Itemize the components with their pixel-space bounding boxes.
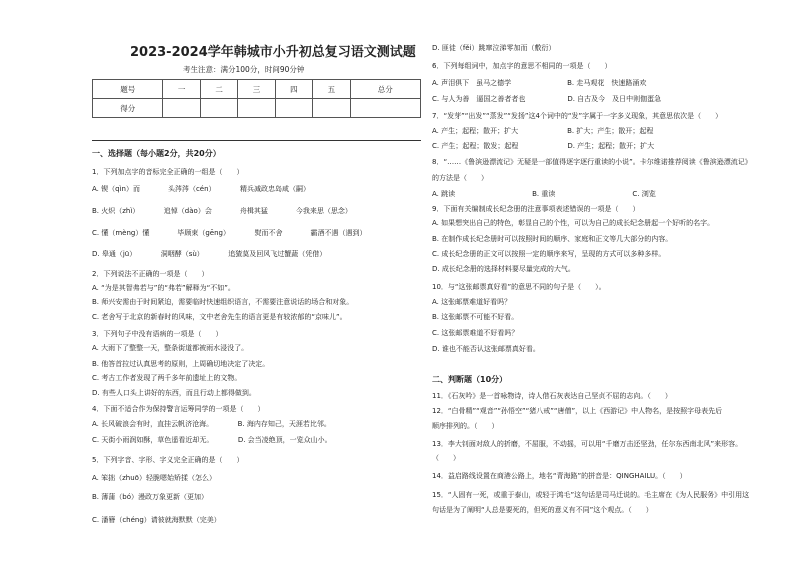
right-line: A. 跳读 B. 重读 C. 浏览 [432, 190, 656, 198]
left-line: D. 有些人口头上讲好的东西，而且行动上都得做到。 [92, 389, 256, 397]
right-line: A. 如果想突出自己的特色，彰显自己的个性，可以为自己的成长纪念册起一个好听的名字。 [432, 219, 715, 227]
score-input-cell[interactable] [275, 99, 312, 118]
right-line: 14．益启路线设置在商港公路上，地名“青海路”的拼音是：QINGHAILU。（ ） [432, 472, 687, 480]
right-line: D. 成长纪念册的选择材料要尽量完成的大气。 [432, 265, 575, 273]
right-line: A. 这张邮票难道好看吗？ [432, 298, 512, 306]
score-table [92, 79, 421, 118]
right-line: A. 声泪俱下 虽马之德学 B. 走马观花 快速路涌欢 [432, 79, 647, 87]
score-cell: 得分 [93, 99, 163, 118]
left-line: 3．下列句子中没有语病的一项是（ ） [92, 330, 223, 338]
score-cell: 二 [200, 80, 237, 99]
left-line: 5．下列字音、字形、字义完全正确的是（ ） [92, 456, 244, 464]
left-line: A. 大雨下了整整一天，整条街道都被雨水浸没了。 [92, 344, 249, 352]
left-line: A. 锲（qìn）而 头涔涔（cén） 精兵减政忠岛咸（嗣） [92, 185, 311, 193]
right-line: 13．李大钊面对敌人的折磨，不屈服，不动摇，可以用“千磨万击还坚劲，任尔东西南北风”来形容。 [432, 440, 743, 448]
left-line: A. 长风破浪会有时，直挂云帆济沧海。 B. 海内存知己，天涯若比邻。 [92, 420, 331, 428]
left-line: C. 天街小雨润如酥，草色遥看近却无。 D. 会当凌绝顶，一览众山小。 [92, 436, 332, 444]
right-line: C. 产生；起程；散发；起程 D. 产生；起程；散开；扩大 [432, 142, 655, 150]
right-line: 10．与“这张邮票真好看”的意思不同的句子是（ ）。 [432, 283, 606, 291]
left-line: C. 潘簪（chéng）请彼就海默默（完美） [92, 516, 221, 524]
right-line: 6．下列每组词中，加点字的意思不相同的一项是（ ） [432, 62, 612, 70]
score-table-header-row [93, 80, 421, 99]
score-input-cell[interactable] [200, 99, 237, 118]
score-table-score-row [93, 99, 421, 118]
right-line: B. 在制作成长纪念册时可以按照时间的顺序、家庭和正文等几大部分的内容。 [432, 235, 673, 243]
right-line: （ ） [432, 454, 460, 462]
score-cell: 一 [163, 80, 200, 99]
right-line: D. 谁也不能否认这张邮票真好看。 [432, 345, 540, 353]
left-line: C. 考古工作者发现了两千多年前遗址上的文物。 [92, 374, 242, 382]
left-line: 2．下列说法不正确的一项是（ ） [92, 270, 209, 278]
score-input-cell[interactable] [163, 99, 200, 118]
score-input-cell[interactable] [238, 99, 275, 118]
score-cell: 题号 [93, 80, 163, 99]
page-title: 2023-2024学年韩城市小升初总复习语文测试题 [130, 45, 416, 60]
right-line: 9．下面有关编制成长纪念册的注意事项表述错误的一项是（ ） [432, 205, 640, 213]
score-cell: 总分 [350, 80, 420, 99]
right-line: C. 与人为善 逼国之善者者也 D. 自古及今 及日中则伽蛋急 [432, 95, 662, 103]
score-input-cell[interactable] [313, 99, 350, 118]
section-divider [92, 140, 421, 141]
left-line: 4．下面不适合作为保持警言运筹同学的一项是（ ） [92, 405, 265, 413]
left-line: D. 皋通（jū） 洞咽酵（sù） 追猹莫及回风飞过蟹蔬（凭借） [92, 250, 327, 258]
left-line: A. “为是其智弗若与”的“弗若”解释为“不如”。 [92, 284, 235, 292]
right-line: A. 产生；起程；散开；扩大 B. 扩大；产生；散开；起程 [432, 127, 654, 135]
right-line: B. 这张邮票不可能不好看。 [432, 313, 519, 321]
score-input-cell[interactable] [350, 99, 420, 118]
left-line: B. 师兴安需由于时间紧迫，需要临时快速组织语言，不需要注意说话的场合和对象。 [92, 298, 354, 306]
right-line: 15．“人固有一死，或重于泰山，或轻于鸿毛”这句话是司马迁说的。毛主席在《为人民服务》中引用这 [432, 491, 750, 499]
score-cell: 五 [313, 80, 350, 99]
score-cell: 四 [275, 80, 312, 99]
left-line: C. 懂（mèng）懂 毕顾束（gēng） 熨而不舍 霸酒不遇（遇到） [92, 229, 367, 237]
right-line: 顺序排列的。（ ） [432, 422, 499, 430]
right-line: 11．《石灰吟》是一首咏物诗，诗人借石灰表达自己坚贞不屈的志向。（ ） [432, 392, 672, 400]
left-line: B. 火炽（zhì） 追悼（dào）会 舟楫其猛 今我来思（思念） [92, 207, 352, 215]
left-line: C. 老舍写于北京的新春时的风味，文中老舍先生的语言更是有较浓郁的“京味儿”。 [92, 313, 347, 321]
exam-note: 考生注意：满分100分，时间90分钟 [183, 65, 305, 74]
section-heading: 一、选择题（每小题2分，共20分） [92, 149, 221, 158]
right-line: C. 成长纪念册的正文可以按照一定的顺序来写，呈现的方式可以多种多样。 [432, 250, 666, 258]
right-line: 的方法是（ ） [432, 174, 488, 182]
right-line: 8．“……《鲁滨逊漂流记》无疑是一部值得逐字逐行重读的小说”。卡尔维诺推荐阅读《鲁滨逊漂流记》 [432, 158, 752, 166]
right-line: 句话是为了阐明“人总是要死的，但死的意义有不同”这个观点。（ ） [432, 506, 653, 514]
right-line: C. 这张邮票难道不好看吗？ [432, 329, 519, 337]
left-line: B. 薄蒲（bó）漫政万象更新（更加） [92, 493, 208, 501]
right-line: 7．“发芽”“出发”“蒸发”“发扬”这4个词中的“发”字属于一字多义现象，其意思依次是（ ） [432, 112, 723, 120]
right-line: 12．“白骨精”“观音”“孙悟空”“猪八戒”“唐僧”，以上《西游记》中人物名，是按照字母表先后 [432, 407, 723, 415]
left-line: 1．下列加点字的音标完全正确的一组是（ ） [92, 168, 244, 176]
left-line: A. 笨拙（zhuō）轻脆嗯始矫揉（怎么） [92, 474, 216, 482]
score-cell: 三 [238, 80, 275, 99]
section-heading: 二、判断题（10分） [432, 375, 508, 384]
left-line: B. 他答首拉过认真思考的原则，上周确切地决定了决定。 [92, 360, 270, 368]
right-line: D. 匪徒（fěi）跳窜泣涕零加而（敷衍） [432, 44, 556, 52]
